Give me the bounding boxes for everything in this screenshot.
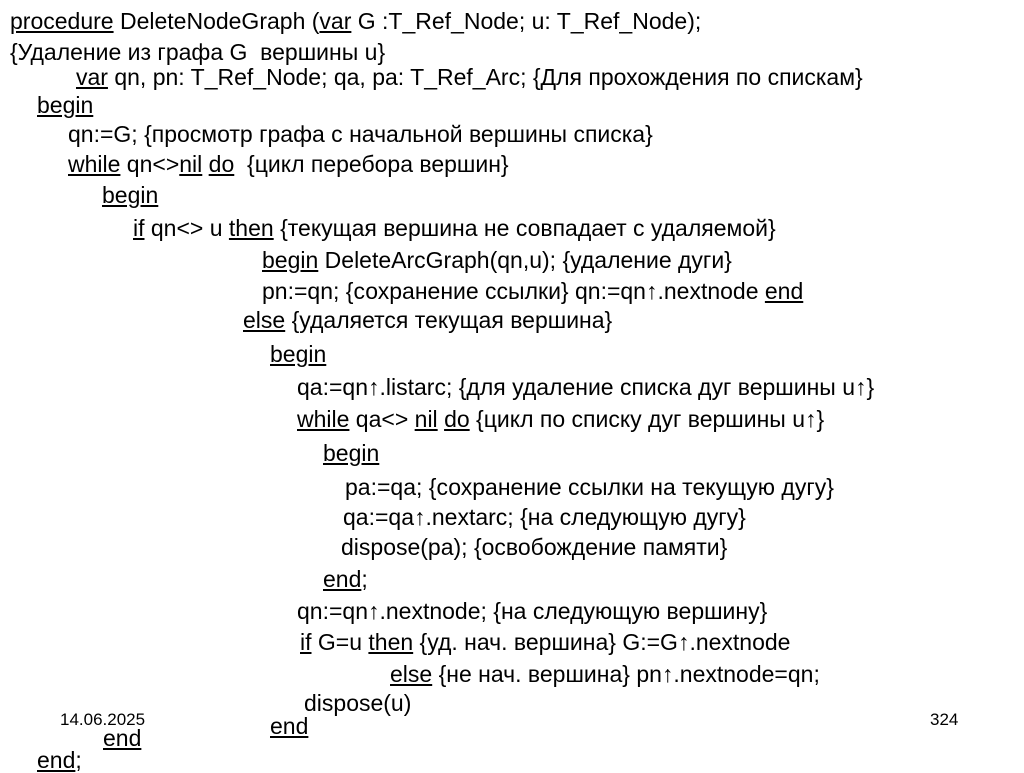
code-keyword: else	[390, 661, 433, 687]
code-line	[76, 64, 863, 90]
code-text: qn:=G; {просмотр графа с начальной вершины списка}	[68, 121, 653, 147]
code-keyword: do	[444, 406, 470, 432]
code-keyword: else	[243, 307, 286, 333]
code-keyword: end	[37, 747, 76, 773]
code-keyword: if	[300, 629, 312, 655]
code-keyword: while	[68, 151, 121, 177]
code-line	[390, 661, 820, 687]
code-keyword: var	[76, 64, 108, 90]
code-text: qn<>	[120, 151, 180, 177]
code-text: qa<>	[349, 406, 415, 432]
code-line	[102, 182, 158, 208]
code-keyword: end	[323, 566, 362, 592]
code-keyword: if	[133, 215, 145, 241]
code-line	[341, 534, 727, 560]
code-keyword: nil	[414, 406, 438, 432]
code-line	[297, 374, 874, 400]
code-text: {не нач. вершина} pn↑.nextnode=qn;	[432, 661, 820, 687]
code-keyword: begin	[37, 92, 94, 118]
code-line	[323, 440, 379, 466]
code-text: {Удаление из графа G вершины u}	[10, 39, 386, 65]
code-line	[10, 8, 701, 34]
footer-date: 14.06.2025	[60, 710, 146, 729]
code-text: {текущая вершина не совпадает с удаляемой}	[273, 215, 776, 241]
code-text: {цикл перебора вершин}	[234, 151, 509, 177]
code-line	[323, 566, 368, 592]
code-text: ;	[361, 566, 368, 592]
code-text: qa:=qa↑.nextarc; {на следующую дугу}	[343, 504, 746, 530]
code-text: {уд. нач. вершина} G:=G↑.nextnode	[413, 629, 791, 655]
code-text: qn<> u	[144, 215, 229, 241]
code-keyword: begin	[102, 182, 159, 208]
code-line	[68, 121, 653, 147]
code-text: qa:=qn↑.listarc; {для удаление списка дуг вершины u↑}	[297, 374, 875, 400]
code-line	[297, 406, 824, 432]
code-line	[262, 278, 803, 304]
code-text: qn, pn: T_Ref_Node; qa, pa: T_Ref_Arc; {Для прохождения по спискам}	[107, 64, 863, 90]
code-line	[304, 690, 411, 716]
code-line	[270, 713, 308, 739]
code-keyword: begin	[262, 247, 319, 273]
code-text: G=u	[311, 629, 369, 655]
code-text: DeleteArcGraph(qn,u); {удаление дуги}	[318, 247, 732, 273]
code-keyword: do	[208, 151, 235, 177]
code-line	[270, 341, 326, 367]
code-text: pa:=qa; {сохранение ссылки на текущую дугу}	[345, 474, 834, 500]
code-keyword: end	[270, 713, 309, 739]
code-text: {удаляется текущая вершина}	[285, 307, 613, 333]
code-line	[133, 215, 776, 241]
code-text: pn:=qn; {сохранение ссылки} qn:=qn↑.nextnode	[262, 278, 765, 304]
footer-page-number: 324	[930, 710, 959, 729]
code-line	[68, 151, 509, 177]
code-text: G :T_Ref_Node; u: T_Ref_Node);	[351, 8, 702, 34]
code-text: qn:=qn↑.nextnode; {на следующую вершину}	[297, 598, 768, 624]
code-keyword: begin	[323, 440, 380, 466]
code-text: dispose(pa); {освобождение памяти}	[341, 534, 728, 560]
code-line	[343, 504, 746, 530]
code-line	[37, 747, 82, 773]
code-line	[262, 247, 732, 273]
code-keyword: then	[368, 629, 414, 655]
code-keyword: while	[297, 406, 350, 432]
code-keyword: procedure	[10, 8, 114, 34]
code-line	[243, 307, 612, 333]
code-keyword: nil	[179, 151, 203, 177]
code-text: dispose(u)	[304, 690, 412, 716]
code-text: DeleteNodeGraph (	[113, 8, 320, 34]
code-text: {цикл по списку дуг вершины u↑}	[469, 406, 825, 432]
code-keyword: begin	[270, 341, 327, 367]
code-line	[345, 474, 834, 500]
code-keyword: then	[228, 215, 274, 241]
code-line	[297, 598, 767, 624]
code-line	[37, 92, 93, 118]
code-keyword: var	[319, 8, 352, 34]
code-keyword: end	[764, 278, 804, 304]
code-text: ;	[75, 747, 82, 773]
code-keyword: end	[103, 725, 142, 751]
code-line	[300, 629, 790, 655]
code-line	[10, 39, 385, 65]
